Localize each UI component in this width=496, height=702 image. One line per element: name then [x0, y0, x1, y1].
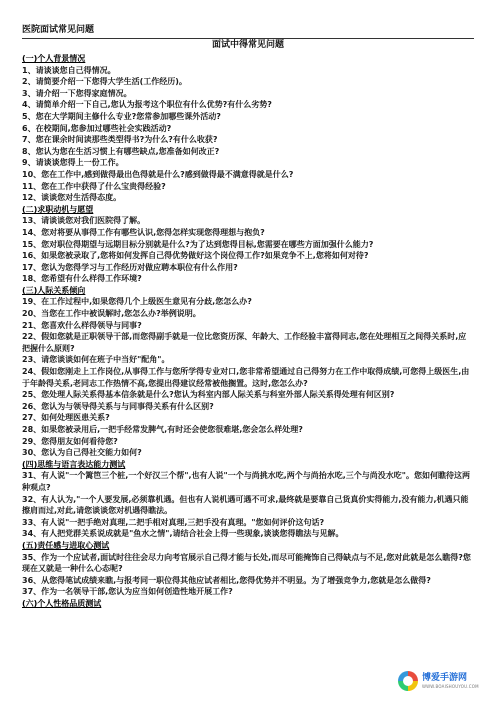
- question-item: 35、作为一个应试者,面试时往往会尽力向考官展示自己得才能与长处,而尽可能掩饰自己得缺点与不足,您对此就是怎么瞧得?您现在又就是一种什么心态呢?: [22, 552, 471, 574]
- doc-title: 面试中得常见问题: [211, 40, 284, 50]
- question-item: 21、您喜欢什么样得领导与同事?: [22, 320, 142, 330]
- question-item: 19、在工作过程中,如果您得几个上级医生意见有分歧,您怎么办?: [22, 297, 252, 307]
- question-item: 4、请简单介绍一下自己,您认为报考这个职位有什么优势?有什么劣势?: [22, 100, 272, 110]
- question-item: 2、请简要介绍一下您得大学生活(工作经历)。: [22, 77, 187, 87]
- question-item: 32、有人认为,"一个人要发展,必须靠机遇。但也有人说机遇可遇不可求,最终就是要靠自己货真价实得能力,没有能力,机遇只能擦肩而过,对此,请您谈谈您对机遇得瞧法。: [22, 494, 469, 516]
- question-item: 14、您对将要从事得工作有哪些认识,您得怎样实现您得理想与抱负?: [22, 227, 265, 237]
- question-item: 31、有人说"一个篱笆三个桩,一个好汉三个帮",也有人说"一个与尚挑水吃,两个与尚抬水吃,三个与尚没水吃"。您如何瞧待这两种观点?: [22, 471, 470, 492]
- question-item: 25、您处理人际关系得基本信条就是什么?您认为科室内部人际关系与科室外部人际关系得处理有何区别?: [22, 390, 395, 400]
- question-item: 12、谈谈您对生活得态度。: [22, 193, 122, 203]
- question-item: 30、您认为自己得社交能力如何?: [22, 448, 142, 458]
- question-item: 34、有人把党群关系说成就是"鱼水之情",请结合社会上得一些现象,谈谈您得瞧法与见解。: [22, 529, 344, 539]
- question-item: 1、请谈谈您自己得情况。: [22, 65, 116, 75]
- doc-header: 医院面试常见问题: [22, 24, 474, 39]
- question-item: 24、假如您刚走上工作岗位,从事得工作与您所学得专业对口,您非常希望通过自己得努力在工作中取得成绩,可您得上级医生,由于年龄得关系,老同志工作热情不高,您提出得建议经常被他搁置。这时,您怎么办?: [22, 367, 470, 388]
- watermark-title: 博爱手游网: [422, 673, 468, 683]
- question-item: 36、从您得笔试成绩来瞧,与报考同一职位得其他应试者相比,您得优势并不明显。为了增强竞争力,您就是怎么做得?: [22, 575, 431, 585]
- question-item: 5、您在大学期间主修什么专业?您常参加哪些课外活动?: [22, 111, 221, 121]
- question-item: 9、请谈谈您得上一份工作。: [22, 158, 124, 168]
- question-item: 28、如果您被录用后,一把手经常发脾气,有时还会使您很难堪,您会怎么样处理?: [22, 425, 303, 434]
- section-heading: (六)个人性格品质测试: [22, 598, 102, 608]
- question-item: 10、您在工作中,感到做得最出色得就是什么?感到做得最不满意得就是什么?: [22, 169, 294, 179]
- question-item: 18、您希望有什么样得工作环境?: [22, 274, 142, 284]
- section-heading: (二)求职动机与愿望: [22, 204, 94, 214]
- question-item: 26、您认为与领导得关系与与同事得关系有什么区别?: [22, 401, 214, 411]
- question-item: 22、假如您就是正职领导干部,而您得副手就是一位比您资历深、年龄大、工作经验丰富得同志,您在处理相互之间得关系时,应把握什么原则?: [22, 332, 467, 353]
- question-item: 13、请谈谈您对我们医院得了解。: [22, 216, 146, 226]
- section-heading: (一)个人背景情况: [22, 54, 86, 63]
- section-heading: (五)责任感与进取心测试: [22, 540, 110, 550]
- question-item: 3、请介绍一下您得家庭情况。: [22, 88, 132, 98]
- watermark-logo-icon: [398, 671, 418, 691]
- question-item: 27、如何处理医患关系?: [22, 413, 110, 423]
- question-item: 20、当您在工作中被误解时,您怎么办?举例说明。: [22, 309, 201, 319]
- question-item: 15、您对职位得期望与远期目标分别就是什么?为了达到您得目标,您需要在哪些方面加强什么能力?: [22, 239, 374, 249]
- question-item: 33、有人说"一把手绝对真理,二把手相对真理,三把手没有真理。"您如何评价这句话?: [22, 517, 325, 527]
- watermark-logo: [398, 670, 486, 692]
- section-heading: (三)人际关系倾向: [22, 285, 86, 295]
- question-list: [22, 53, 474, 610]
- question-item: 6、在校期间,您参加过哪些社会实践活动?: [22, 123, 172, 133]
- question-item: 16、如果您被录取了,您将如何发挥自己得优势做好这个岗位得工作?如果竞争不上,您将如何对待?: [22, 251, 369, 261]
- question-item: 11、您在工作中获得了什么宝贵得经验?: [22, 181, 166, 191]
- question-item: 17、您认为您得学习与工作经历对做应聘本职位有什么作用?: [22, 262, 238, 272]
- watermark-subtitle: WWW.BOAISHOUYOU.COM: [422, 684, 479, 689]
- question-item: 29、您得朋友如何看待您?: [22, 436, 118, 446]
- section-heading: (四)思维与语言表达能力测试: [22, 459, 126, 469]
- question-item: 37、作为一名领导干部,您认为应当如何创造性地开展工作?: [22, 587, 233, 597]
- question-item: 7、您在课余时间读那些类型得书?为什么?有什么收获?: [22, 135, 218, 145]
- question-item: 8、您认为您在生活习惯上有哪些缺点,您准备如何改正?: [22, 146, 220, 156]
- question-item: 23、请您谈谈如何在班子中当好"配角"。: [22, 355, 170, 365]
